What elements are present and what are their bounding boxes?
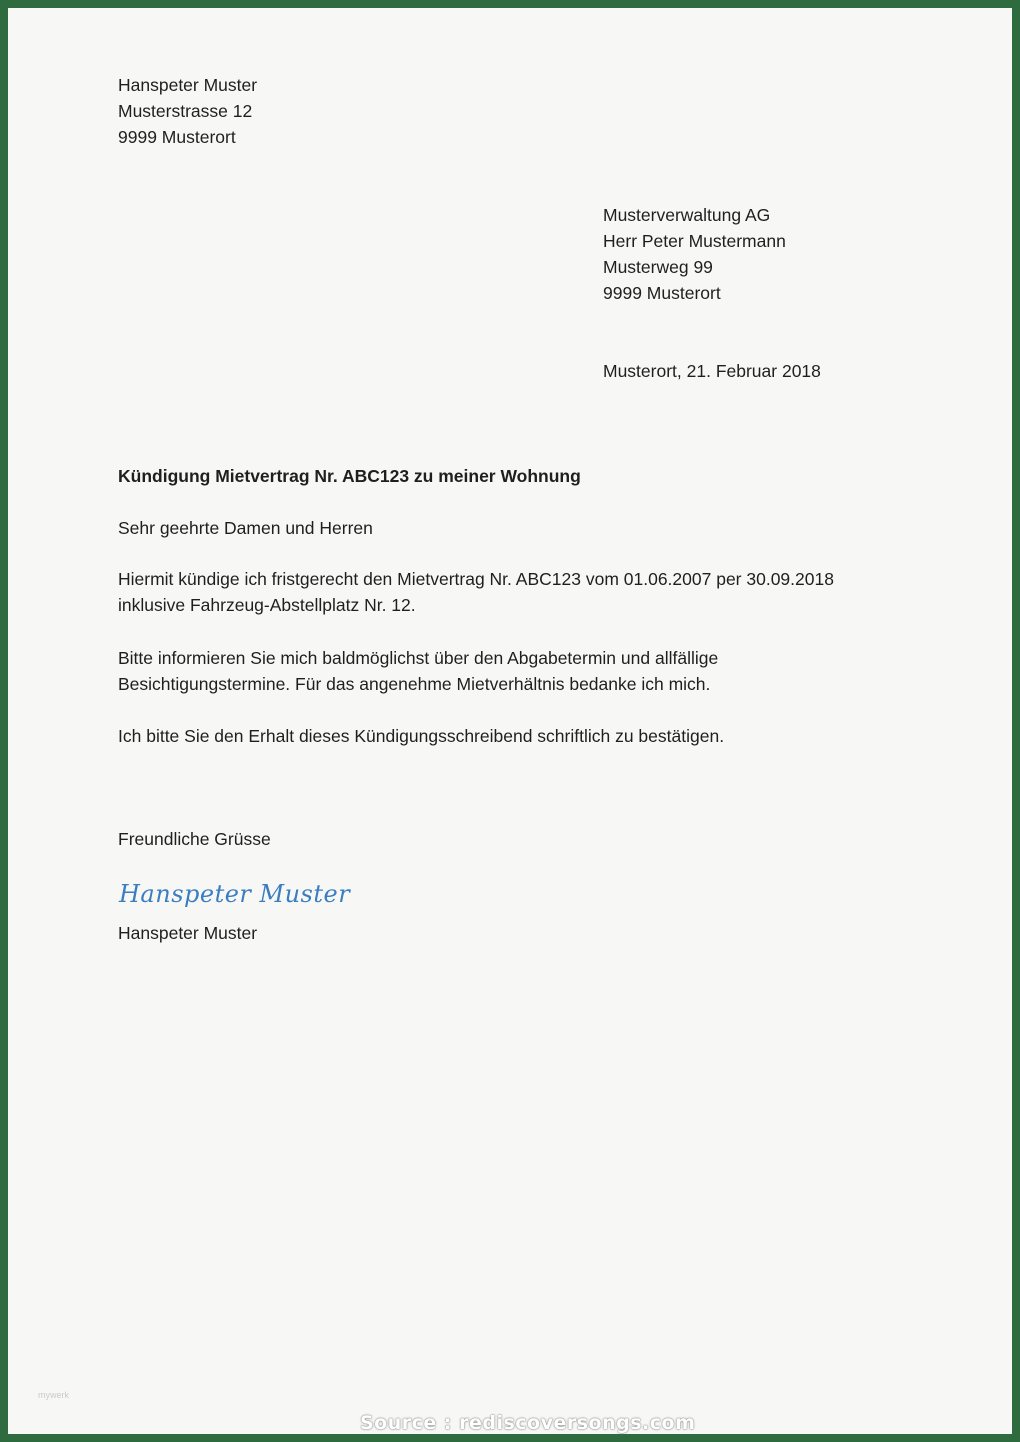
recipient-street: Musterweg 99	[603, 257, 713, 277]
recipient-person: Herr Peter Mustermann	[603, 231, 786, 251]
paragraph-1-line-2: inklusive Fahrzeug-Abstellplatz Nr. 12.	[118, 595, 416, 615]
paragraph-3-line-1: Ich bitte Sie den Erhalt dieses Kündigungsschreibend schriftlich zu bestätigen.	[118, 726, 725, 746]
paragraph-1-line-1: Hiermit kündige ich fristgerecht den Mietvertrag Nr. ABC123 vom 01.06.2007 per 30.09.2018	[118, 569, 834, 589]
date-line: Musterort, 21. Februar 2018	[603, 361, 821, 381]
signer-name: Hanspeter Muster	[118, 923, 258, 943]
source-watermark: Source : rediscoversongs.com	[360, 1412, 696, 1434]
paragraph-2-line-2: Besichtigungstermine. Für das angenehme Mietverhältnis bedanke ich mich.	[118, 674, 711, 694]
small-watermark: mywerk	[38, 1390, 69, 1400]
sender-city: 9999 Musterort	[118, 127, 236, 147]
letter-page	[8, 8, 1012, 1434]
letter-subject: Kündigung Mietvertrag Nr. ABC123 zu meiner Wohnung	[118, 466, 581, 486]
recipient-city: 9999 Musterort	[603, 283, 721, 303]
sender-street: Musterstrasse 12	[118, 101, 253, 121]
recipient-company: Musterverwaltung AG	[603, 205, 771, 225]
handwritten-signature: Hanspeter Muster	[119, 880, 351, 908]
paragraph-2-line-1: Bitte informieren Sie mich baldmöglichst über den Abgabetermin und allfällige	[118, 648, 719, 668]
closing: Freundliche Grüsse	[118, 829, 271, 849]
sender-name: Hanspeter Muster	[118, 75, 258, 95]
salutation: Sehr geehrte Damen und Herren	[118, 518, 373, 538]
